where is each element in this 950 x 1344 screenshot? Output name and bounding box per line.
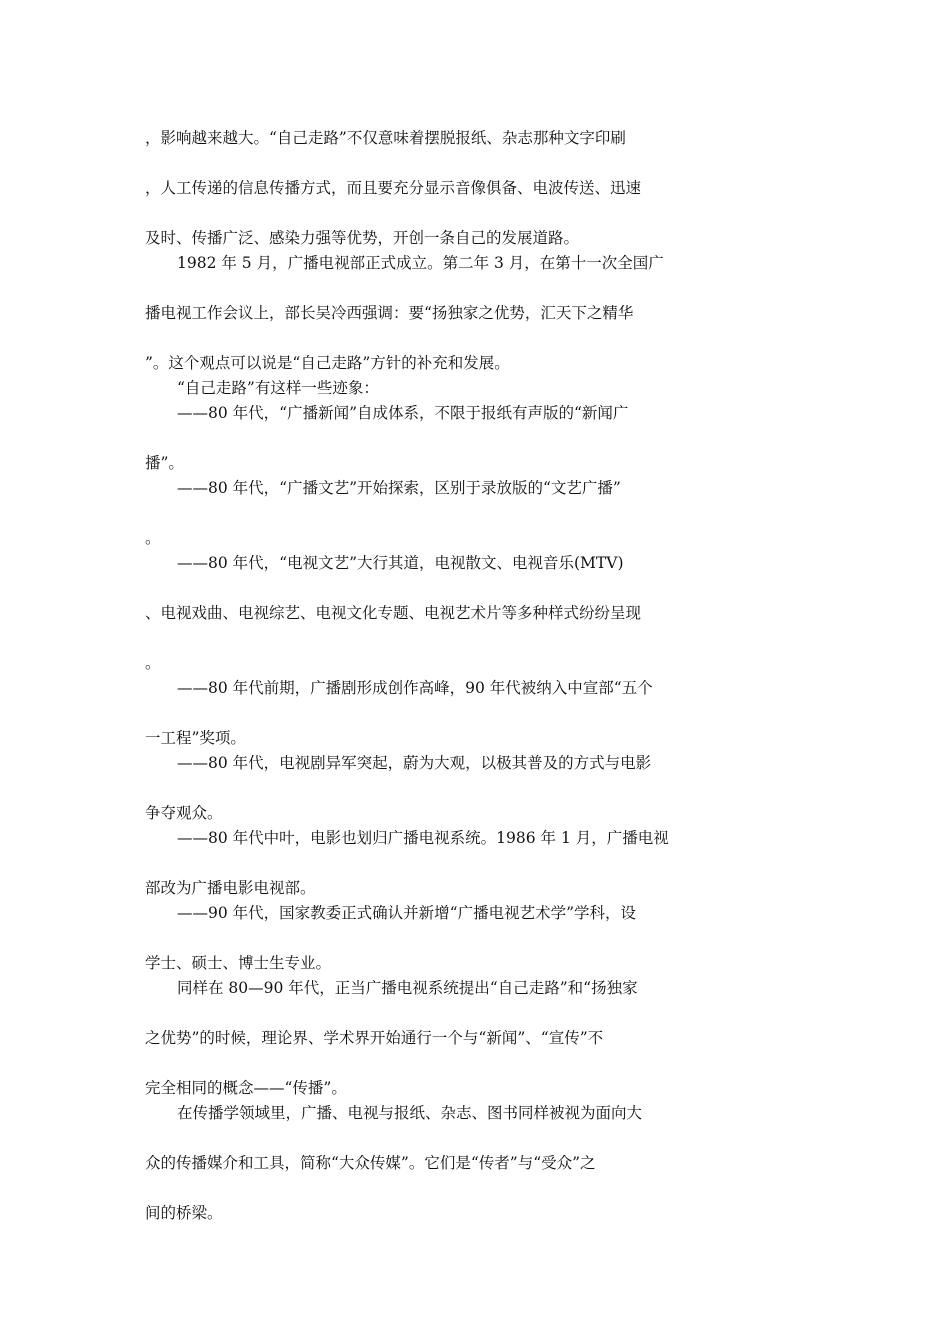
text-line: 众的传播媒介和工具，简称“大众传媒”。它们是“传者”与“受众”之 xyxy=(145,1154,596,1172)
paragraph-start-line: ——80 年代，“广播新闻”自成体系，不限于报纸有声版的“新闻广 xyxy=(177,404,629,422)
text-line: ，影响越来越大。“自己走路”不仅意味着摆脱报纸、杂志那种文字印刷 xyxy=(145,129,626,147)
text-line: 之优势”的时候，理论界、学术界开始通行一个与“新闻”、“宣传”不 xyxy=(145,1029,604,1047)
paragraph-start-line: ——90 年代，国家教委正式确认并新增“广播电视艺术学”学科，设 xyxy=(177,904,637,922)
paragraph-start-line: 1982 年 5 月，广播电视部正式成立。第二年 3 月，在第十一次全国广 xyxy=(177,254,664,272)
text-line: 一工程”奖项。 xyxy=(145,729,246,747)
paragraph-start-line: ——80 年代，“电视文艺”大行其道，电视散文、电视音乐(MTV) xyxy=(177,554,624,572)
text-line: 及时、传播广泛、感染力强等优势，开创一条自己的发展道路。 xyxy=(145,229,580,247)
text-line: 学士、硕士、博士生专业。 xyxy=(145,954,332,972)
text-line: 。 xyxy=(145,654,161,672)
text-line: 。 xyxy=(145,529,161,547)
paragraph-start-line: 同样在 80—90 年代，正当广播电视系统提出“自己走路”和“扬独家 xyxy=(177,979,638,997)
text-line: 间的桥梁。 xyxy=(145,1204,223,1222)
paragraph-start-line: ——80 年代，“广播文艺”开始探索，区别于录放版的“文艺广播” xyxy=(177,479,621,497)
text-line: 播电视工作会议上，部长吴冷西强调：要“扬独家之优势，汇天下之精华 xyxy=(145,304,634,322)
paragraph-start-line: ——80 年代，电视剧异军突起，蔚为大观，以极其普及的方式与电影 xyxy=(177,754,652,772)
paragraph-start-line: “自己走路”有这样一些迹象： xyxy=(177,379,379,397)
text-line: ”。这个观点可以说是“自己走路”方针的补充和发展。 xyxy=(145,354,510,372)
paragraph-start-line: ——80 年代前期，广播剧形成创作高峰，90 年代被纳入中宣部“五个 xyxy=(177,679,653,697)
text-line: 播”。 xyxy=(145,454,184,472)
text-line: 、电视戏曲、电视综艺、电视文化专题、电视艺术片等多种样式纷纷呈现 xyxy=(145,604,642,622)
text-line: ，人工传递的信息传播方式，而且要充分显示音像俱备、电波传送、迅速 xyxy=(145,179,642,197)
paragraph-start-line: 在传播学领域里，广播、电视与报纸、杂志、图书同样被视为面向大 xyxy=(177,1104,643,1122)
text-line: 争夺观众。 xyxy=(145,804,223,822)
text-line: 完全相同的概念——“传播”。 xyxy=(145,1079,347,1097)
text-line: 部改为广播电影电视部。 xyxy=(145,879,316,897)
paragraph-start-line: ——80 年代中叶，电影也划归广播电视系统。1986 年 1 月，广播电视 xyxy=(177,829,669,847)
